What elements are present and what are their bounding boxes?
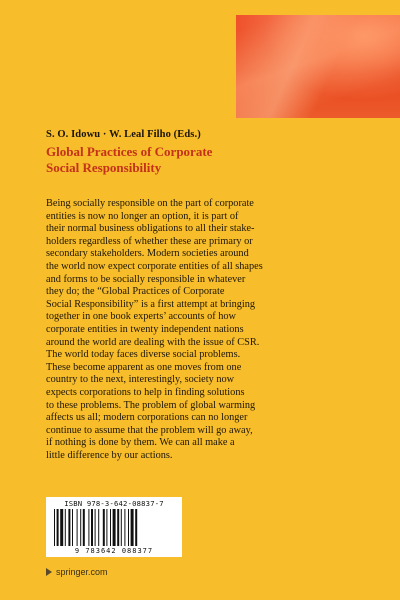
description-line: These become apparent as one moves from one	[46, 361, 242, 373]
title-line-1: Global Practices of Corporate	[46, 144, 213, 159]
description-line: together in one book experts’ accounts of how	[46, 311, 236, 323]
arrow-right-icon	[46, 568, 52, 576]
barcode-block	[46, 497, 182, 557]
cover-art-block	[236, 15, 400, 118]
description-line: continue to assume that the problem will go away,	[46, 424, 253, 436]
description-line: if nothing is done by them. We can all make a	[46, 437, 235, 449]
description-line: country to the next, interestingly, society now	[46, 374, 235, 386]
description-line: Social Responsibility” is a first attempt at bringing	[46, 298, 256, 310]
description-line: secondary stakeholders. Modern societies around	[46, 248, 249, 260]
description-line: corporate entities in twenty independent nations	[46, 323, 244, 335]
description-line: The world today faces diverse social problems.	[46, 349, 241, 361]
description-line: and forms to be socially responsible in whatever	[46, 273, 246, 285]
title-line-2: Social Responsibility	[46, 160, 162, 175]
barcode-number: 9 783642 088377	[74, 547, 154, 555]
description-line: the world now expect corporate entities of all shapes	[46, 260, 263, 272]
publisher-link[interactable]	[46, 567, 108, 577]
description-line: around the world are dealing with the issue of CSR.	[46, 336, 260, 348]
description-line: to these problems. The problem of global warming	[46, 399, 256, 411]
isbn-text: ISBN 978-3-642-08837-7	[64, 499, 164, 508]
barcode-icon	[52, 509, 176, 546]
description-line: expects corporations to help in finding solutions	[46, 386, 245, 398]
description-line: little difference by our actions.	[46, 449, 173, 461]
editors: S. O. Idowu · W. Leal Filho (Eds.)	[46, 129, 201, 140]
description-line: affects us all; modern corporations can no longer	[46, 412, 248, 424]
description-line: their normal business obligations to all their stake-	[46, 223, 255, 235]
description-line: entities is now no longer an option, it is part of	[46, 210, 239, 222]
description-line: holders regardless of whether these are primary or	[46, 235, 253, 247]
book-title	[46, 144, 346, 176]
publisher-label: springer.com	[56, 567, 108, 577]
book-description	[46, 198, 306, 462]
description-line: they do; the “Global Practices of Corporate	[46, 286, 225, 298]
description-line: Being socially responsible on the part of corporate	[46, 198, 254, 209]
